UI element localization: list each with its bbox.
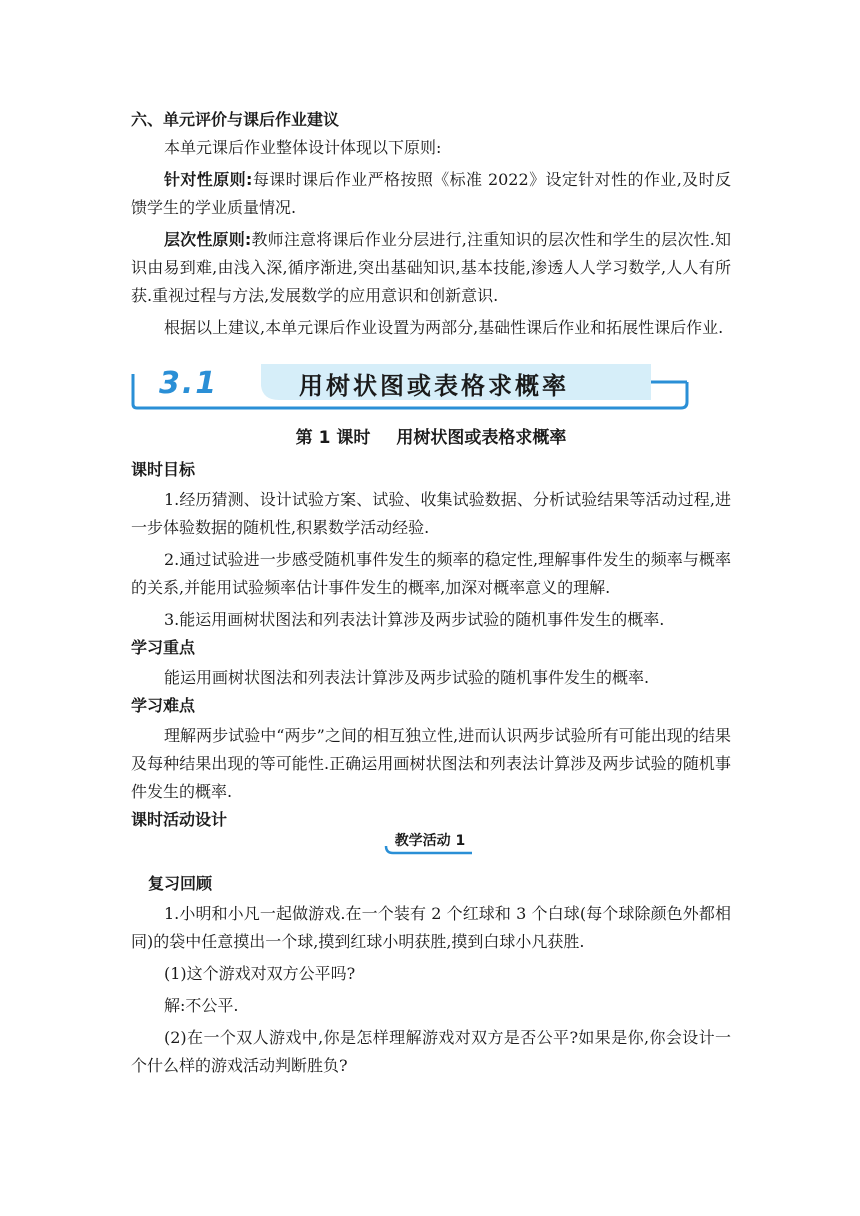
banner-number: 3.1 xyxy=(159,366,219,401)
activity-label xyxy=(384,828,476,856)
activity-title: 教学活动 1 xyxy=(394,833,466,849)
answer-1-1: 解:不公平. xyxy=(164,996,239,1015)
lesson-body xyxy=(131,456,731,834)
lesson-name: 用树状图或表格求概率 xyxy=(396,428,567,448)
key-text: 能运用画树状图法和列表法计算涉及两步试验的随机事件发生的概率. xyxy=(164,668,650,687)
principle-1-text: 每课时课后作业严格按照《标准 2022》设定针对性的作业,及时反馈学生的学业质量情况. xyxy=(131,170,731,217)
design-heading: 课时活动设计 xyxy=(131,810,228,829)
difficulty-text: 理解两步试验中“两步”之间的相互独立性,进而认识两步试验所有可能出现的结果及每种结果出现的等可能性.正确运用画树状图法和列表法计算涉及两步试验的随机事件发生的概率. xyxy=(131,726,731,801)
goal-2: 2.通过试验进一步感受随机事件发生的频率的稳定性,理解事件发生的频率与概率的关系,并能用试验频率估计事件发生的概率,加深对概率意义的理解. xyxy=(131,550,731,597)
section-6-summary: 根据以上建议,本单元课后作业设置为两部分,基础性课后作业和拓展性课后作业. xyxy=(164,318,724,337)
review-heading: 复习回顾 xyxy=(148,874,213,893)
goal-1: 1.经历猜测、设计试验方案、试验、收集试验数据、分析试验结果等活动过程,进一步体验数据的随机性,积累数学活动经验. xyxy=(131,490,731,537)
difficulty-heading: 学习难点 xyxy=(131,696,196,715)
question-1-2: (2)在一个双人游戏中,你是怎样理解游戏对双方是否公平?如果是你,你会设计一个什么样的游戏活动判断胜负? xyxy=(131,1028,731,1075)
section-banner xyxy=(131,360,691,410)
question-1-1: (1)这个游戏对双方公平吗? xyxy=(164,964,356,983)
principle-2-label: 层次性原则: xyxy=(164,230,252,249)
section-6-heading: 六、单元评价与课后作业建议 xyxy=(131,110,340,129)
goal-3: 3.能运用画树状图法和列表法计算涉及两步试验的随机事件发生的概率. xyxy=(164,610,665,629)
section-6-intro: 本单元课后作业整体设计体现以下原则: xyxy=(164,138,442,157)
lesson-title xyxy=(131,425,731,451)
principle-2-text: 教师注意将课后作业分层进行,注重知识的层次性和学生的层次性.知识由易到难,由浅入深,循序渐进,突出基础知识,基本技能,渗透人人学习数学,人人有所获.重视过程与方法,发展数学的应用意识和创新意识. xyxy=(131,230,731,305)
principle-1-label: 针对性原则: xyxy=(164,170,253,189)
principle-2 xyxy=(131,226,731,310)
question-1: 1.小明和小凡一起做游戏.在一个装有 2 个红球和 3 个白球(每个球除颜色外都相同)的袋中任意摸出一个球,摸到红球小明获胜,摸到白球小凡获胜. xyxy=(131,904,731,951)
section-6 xyxy=(131,106,731,342)
principle-1 xyxy=(131,166,731,222)
banner-title: 用树状图或表格求概率 xyxy=(299,372,569,400)
goals-heading: 课时目标 xyxy=(131,460,196,479)
review-section xyxy=(131,870,731,1080)
key-heading: 学习重点 xyxy=(131,638,196,657)
lesson-number: 第 1 课时 xyxy=(295,428,371,448)
